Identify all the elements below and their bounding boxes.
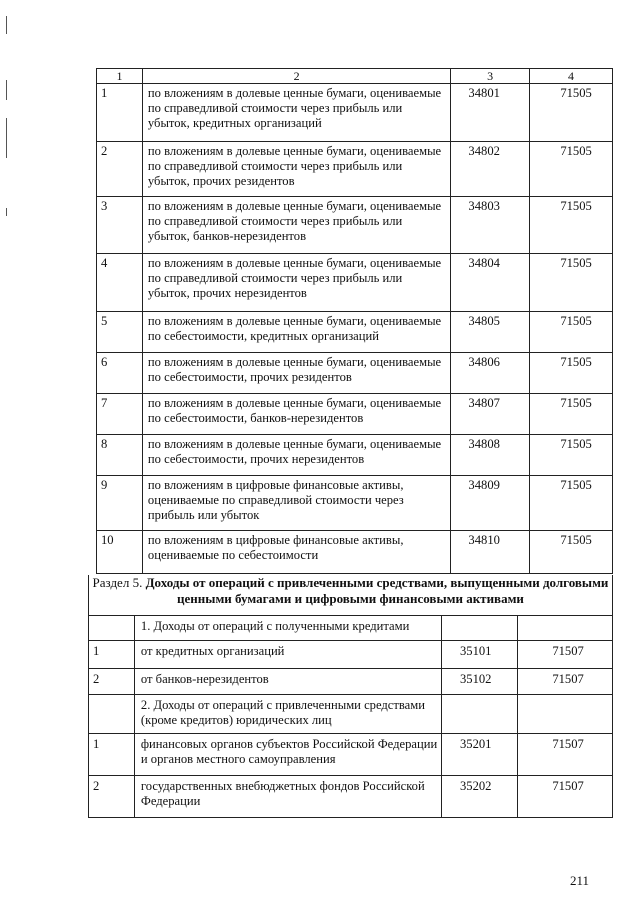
row-description: по вложениям в долевые ценные бумаги, оцениваемые по справедливой стоимости через прибыль или убыток, кредитных организаций — [142, 84, 450, 142]
table-row — [97, 476, 613, 531]
row-code: 35202 — [442, 776, 518, 818]
row-account: 71505 — [530, 197, 613, 254]
row-account — [518, 695, 613, 734]
row-account: 71505 — [530, 254, 613, 312]
table-header-row — [97, 69, 613, 84]
row-description: по вложениям в цифровые финансовые активы, оцениваемые по справедливой стоимости через прибыль или убыток — [142, 476, 450, 531]
accounts-table-bottom — [88, 615, 613, 818]
row-description: по вложениям в долевые ценные бумаги, оцениваемые по себестоимости, банков-нерезидентов — [142, 394, 450, 435]
row-number: 1 — [89, 641, 135, 669]
row-number: 4 — [97, 254, 143, 312]
column-header: 1 — [97, 69, 143, 84]
row-number: 9 — [97, 476, 143, 531]
row-number: 2 — [89, 776, 135, 818]
row-code: 34801 — [451, 84, 530, 142]
row-account: 71505 — [530, 435, 613, 476]
row-account: 71507 — [518, 776, 613, 818]
row-code — [442, 695, 518, 734]
row-description: от кредитных организаций — [134, 641, 441, 669]
subsection-row — [89, 695, 613, 734]
row-number: 8 — [97, 435, 143, 476]
table-row — [97, 394, 613, 435]
row-code: 34808 — [451, 435, 530, 476]
row-code: 34807 — [451, 394, 530, 435]
table-row — [89, 776, 613, 818]
table-row — [97, 142, 613, 197]
row-account: 71507 — [518, 669, 613, 695]
row-account: 71507 — [518, 641, 613, 669]
section-heading — [88, 575, 613, 615]
row-description: по вложениям в долевые ценные бумаги, оцениваемые по справедливой стоимости через прибыль или убыток, прочих резидентов — [142, 142, 450, 197]
table-row — [89, 734, 613, 776]
row-account: 71505 — [530, 312, 613, 353]
row-account: 71505 — [530, 142, 613, 197]
row-description: по вложениям в долевые ценные бумаги, оцениваемые по справедливой стоимости через прибыль или убыток, прочих нерезидентов — [142, 254, 450, 312]
row-description: по вложениям в долевые ценные бумаги, оцениваемые по себестоимости, прочих нерезидентов — [142, 435, 450, 476]
row-description: по вложениям в долевые ценные бумаги, оцениваемые по справедливой стоимости через прибыль или убыток, банков-нерезидентов — [142, 197, 450, 254]
table-row — [97, 435, 613, 476]
row-code: 34802 — [451, 142, 530, 197]
row-account: 71505 — [530, 84, 613, 142]
row-code: 35201 — [442, 734, 518, 776]
page-number: 211 — [570, 873, 590, 888]
table-row — [89, 641, 613, 669]
table-row — [97, 197, 613, 254]
scan-margin-mark — [6, 208, 7, 216]
row-code: 34809 — [451, 476, 530, 531]
row-description: государственных внебюджетных фондов Российской Федерации — [134, 776, 441, 818]
row-code — [442, 616, 518, 641]
subsection-row — [89, 616, 613, 641]
row-description: по вложениям в долевые ценные бумаги, оцениваемые по себестоимости, кредитных организаций — [142, 312, 450, 353]
table-row — [97, 312, 613, 353]
scan-margin-mark — [6, 80, 7, 100]
row-description: по вложениям в долевые ценные бумаги, оцениваемые по себестоимости, прочих резидентов — [142, 353, 450, 394]
row-code: 34806 — [451, 353, 530, 394]
table-row — [89, 669, 613, 695]
subsection-title: 1. Доходы от операций с полученными кредитами — [134, 616, 441, 641]
row-description: финансовых органов субъектов Российской Федерации и органов местного самоуправления — [134, 734, 441, 776]
column-header: 4 — [530, 69, 613, 84]
row-number: 1 — [97, 84, 143, 142]
row-number: 2 — [89, 669, 135, 695]
row-number: 5 — [97, 312, 143, 353]
row-code: 34810 — [451, 531, 530, 574]
row-number: 10 — [97, 531, 143, 574]
row-account: 71505 — [530, 531, 613, 574]
row-code: 34803 — [451, 197, 530, 254]
row-number: 1 — [89, 734, 135, 776]
table-row — [97, 84, 613, 142]
section-prefix: Раздел 5. — [92, 575, 143, 590]
row-code: 35102 — [442, 669, 518, 695]
accounts-table-top — [96, 68, 613, 574]
table-row — [97, 531, 613, 574]
row-description: по вложениям в цифровые финансовые активы, оцениваемые по себестоимости — [142, 531, 450, 574]
row-number: 2 — [97, 142, 143, 197]
column-header: 2 — [142, 69, 450, 84]
row-number: 3 — [97, 197, 143, 254]
row-number — [89, 695, 135, 734]
row-account — [518, 616, 613, 641]
row-number: 6 — [97, 353, 143, 394]
row-number: 7 — [97, 394, 143, 435]
row-code: 35101 — [442, 641, 518, 669]
row-account: 71505 — [530, 476, 613, 531]
row-account: 71505 — [530, 394, 613, 435]
row-account: 71505 — [530, 353, 613, 394]
row-description: от банков-нерезидентов — [134, 669, 441, 695]
column-header: 3 — [451, 69, 530, 84]
row-code: 34805 — [451, 312, 530, 353]
row-number — [89, 616, 135, 641]
row-code: 34804 — [451, 254, 530, 312]
subsection-title: 2. Доходы от операций с привлеченными средствами (кроме кредитов) юридических лиц — [134, 695, 441, 734]
table-row — [97, 254, 613, 312]
table-row — [97, 353, 613, 394]
scan-margin-mark — [6, 118, 7, 158]
section-title: Доходы от операций с привлеченными средствами, выпущенными долговыми ценными бумагами и цифровыми финансовыми активами — [145, 575, 609, 606]
scan-margin-mark — [6, 16, 7, 34]
row-account: 71507 — [518, 734, 613, 776]
